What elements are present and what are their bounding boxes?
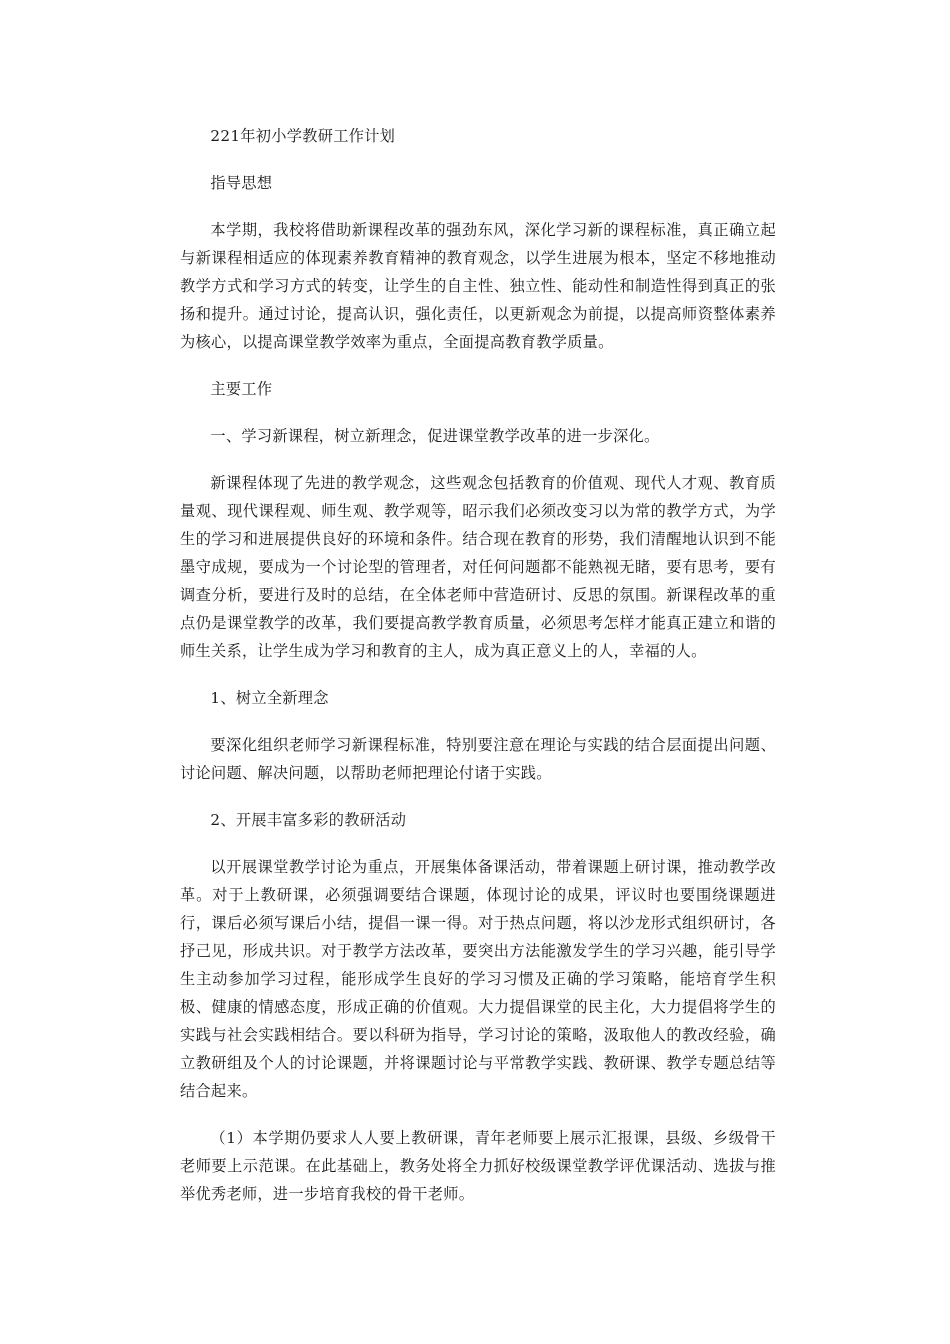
section-heading-guiding: 指导思想 [210, 174, 273, 192]
paragraph-sub-2: 以开展课堂教学讨论为重点，开展集体备课活动，带着课题上研讨课，推动教学改革。对于上教研课，必须强调要结合课题，体现讨论的成果，评议时也要围绕课题进行，课后必须写课后小结，提倡一课一得。对于热点问题，将以沙龙形式组织研讨，各抒己见，形成共识。对于教学方法改革，要突出方法能激发学生的学习兴趣，能引导学生主动参加学习过程，能形成学生良好的学习习惯及正确的学习策略，能培育学生积极、健康的情感态度，形成正确的价值观。大力提倡课堂的民主化，大力提倡将学生的实践与社会实践相结合。要以科研为指导，学习讨论的策略，汲取他人的教改经验，确立教研组及个人的讨论课题，并将课题讨论与平常教学实践、教研课、教学专题总结等结合起来。 [180, 858, 776, 1100]
document-title: 221年初小学教研工作计划 [210, 127, 396, 145]
paragraph-sub-2-1: （1）本学期仍要求人人要上教研课，青年老师要上展示汇报课，县级、乡级骨干老师要上示范课。在此基础上，教务处将全力抓好校级课堂教学评优课活动、选拔与推举优秀老师，进一步培育我校的骨干老师。 [180, 1129, 776, 1203]
paragraph-sub-1: 要深化组织老师学习新课程标准，特别要注意在理论与实践的结合层面提出问题、讨论问题、解决问题，以帮助老师把理论付诸于实践。 [180, 736, 776, 782]
sub-heading-1: 1、树立全新理念 [210, 689, 329, 707]
paragraph-guiding: 本学期，我校将借助新课程改革的强劲东风，深化学习新的课程标准，真正确立起与新课程相适应的体现素养教育精神的教育观念，以学生进展为根本，坚定不移地推动教学方式和学习方式的转变，让学生的自主性、独立性、能动性和制造性得到真正的张扬和提升。通过讨论，提高认识，强化责任，以更新观念为前提，以提高师资整体素养为核心，以提高课堂教学效率为重点，全面提高教育教学质量。 [180, 221, 776, 351]
paragraph-item-1: 新课程体现了先进的教学观念，这些观念包括教育的价值观、现代人才观、教育质量观、现代课程观、师生观、教学观等，昭示我们必须改变习以为常的教学方式，为学生的学习和进展提供良好的环境和条件。结合现在教育的形势，我们清醒地认识到不能墨守成规，要成为一个讨论型的管理者，对任何问题都不能熟视无睹，要有思考，要有调查分析，要进行及时的总结，在全体老师中营造研讨、反思的氛围。新课程改革的重点仍是课堂教学的改革，我们要提高教学教育质量，必须思考怎样才能真正建立和谐的师生关系，让学生成为学习和教育的主人，成为真正意义上的人，幸福的人。 [180, 474, 776, 660]
section-heading-main: 主要工作 [210, 380, 273, 398]
item-heading-1: 一、学习新课程，树立新理念，促进课堂教学改革的进一步深化。 [210, 427, 660, 445]
sub-heading-2: 2、开展丰富多彩的教研活动 [210, 811, 407, 829]
document-body [180, 122, 776, 1227]
